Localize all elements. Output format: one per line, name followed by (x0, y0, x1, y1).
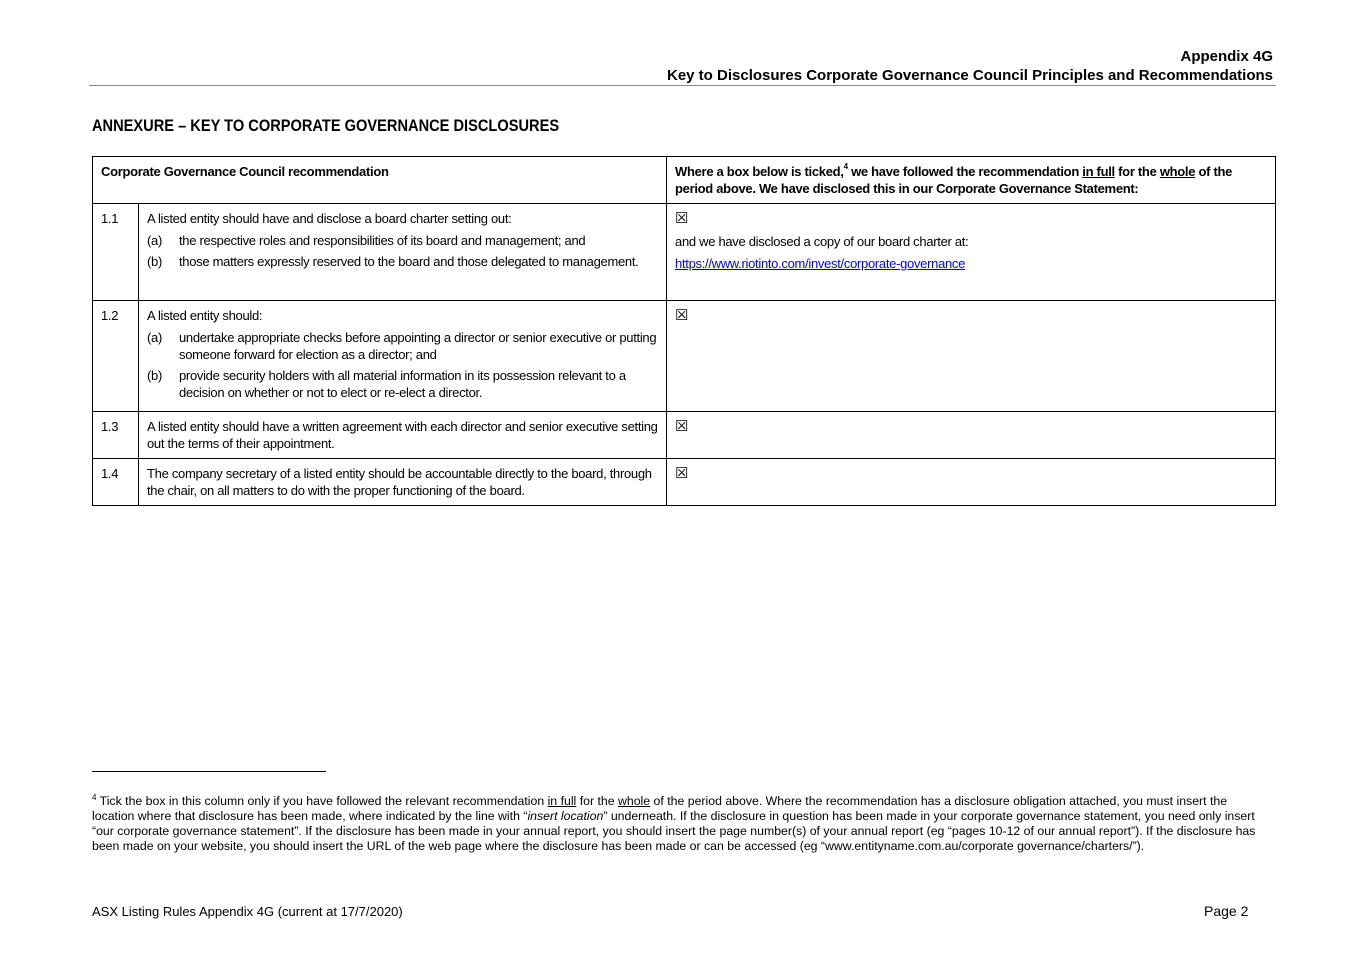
checked-box-icon[interactable]: ☒ (675, 465, 689, 482)
row-number: 1.1 (93, 204, 139, 301)
recommendation-text: A listed entity should have a written agreement with each director and senior executive setting out the terms of their appointment. (139, 412, 667, 459)
header-subtitle: Key to Disclosures Corporate Governance Council Principles and Recommendations (667, 67, 1273, 84)
row-number: 1.4 (93, 459, 139, 506)
recommendation-text: A listed entity should: (a) undertake appropriate checks before appointing a director or senior executive or putting someone forward for election as a director; and (b) provide security holders with all material information in its possession relevant to a decision on whether or not to elect or re-elect a director. (139, 301, 667, 412)
checked-box-icon[interactable]: ☒ (675, 418, 689, 435)
disclosure-table (92, 156, 1276, 506)
table-row (93, 204, 1276, 301)
list-item: (b) provide security holders with all material information in its possession relevant to a decision on whether or not to elect or re-elect a director. (147, 368, 626, 400)
table-header-row (93, 157, 1276, 204)
disclosure-cell (667, 204, 1276, 301)
checked-box-icon[interactable]: ☒ (675, 307, 689, 324)
row-number: 1.3 (93, 412, 139, 459)
recommendation-text: A listed entity should have and disclose a board charter setting out: (a) the respective roles and responsibilities of its board and management; and (b) those matters expressly reserved to the board and those delegated to management. (139, 204, 667, 301)
board-charter-link[interactable]: https://www.riotinto.com/invest/corporate-governance (675, 256, 966, 271)
list-item: (a) the respective roles and responsibilities of its board and management; and (147, 233, 586, 248)
footnote-ref[interactable]: 4 (843, 162, 848, 171)
col-header-ticked: Where a box below is ticked,$^4$ we have followed the recommendation in full for the whole of the period above. We have disclosed this in our Corporate Governance Statement: (667, 157, 1276, 204)
disclosure-cell (667, 301, 1276, 412)
table-row (93, 301, 1276, 412)
header-appendix: Appendix 4G (1180, 48, 1273, 65)
header-rule (89, 85, 1276, 86)
disclosure-cell (667, 459, 1276, 506)
footnote: $^4$ Tick the box in this column only if you have followed the relevant recommendation in full for the whole of the period above. Where the recommendation has a disclosure obligation attached, you must insert the location where that disclosure has been made, where indicated by the line with “insert location” underneath. If the disclosure in question has been made in your corporate governance statement, you need only insert “our corporate governance statement”. If the disclosure has been made in your annual report, you should insert the page number(s) of your annual report (eg “pages 10-12 of our annual report”). If the disclosure has been made on your website, you should insert the URL of the web page where the disclosure has been made or can be accessed (eg “www.entityname.com.au/corporate governance/charters/”). (92, 793, 1256, 853)
list-item: (b) those matters expressly reserved to the board and those delegated to management. (147, 254, 639, 269)
annexure-title: ANNEXURE – KEY TO CORPORATE GOVERNANCE DISCLOSURES (92, 116, 560, 135)
page-header (667, 47, 1273, 85)
charter-note: and we have disclosed a copy of our board charter at: (675, 234, 969, 249)
list-item: (a) undertake appropriate checks before appointing a director or senior executive or putting someone forward for election as a director; and (147, 330, 657, 362)
disclosure-cell (667, 412, 1276, 459)
footnote-separator (92, 771, 326, 772)
footer-source: ASX Listing Rules Appendix 4G (current at 17/7/2020) (92, 904, 403, 919)
table-row (93, 459, 1276, 506)
recommendation-text: The company secretary of a listed entity should be accountable directly to the board, through the chair, on all matters to do with the proper functioning of the board. (139, 459, 667, 506)
checked-box-icon[interactable]: ☒ (675, 210, 689, 227)
page-number: Page 2 (1204, 903, 1249, 919)
row-number: 1.2 (93, 301, 139, 412)
table-row (93, 412, 1276, 459)
col-header-recommendation: Corporate Governance Council recommendation (93, 157, 667, 204)
